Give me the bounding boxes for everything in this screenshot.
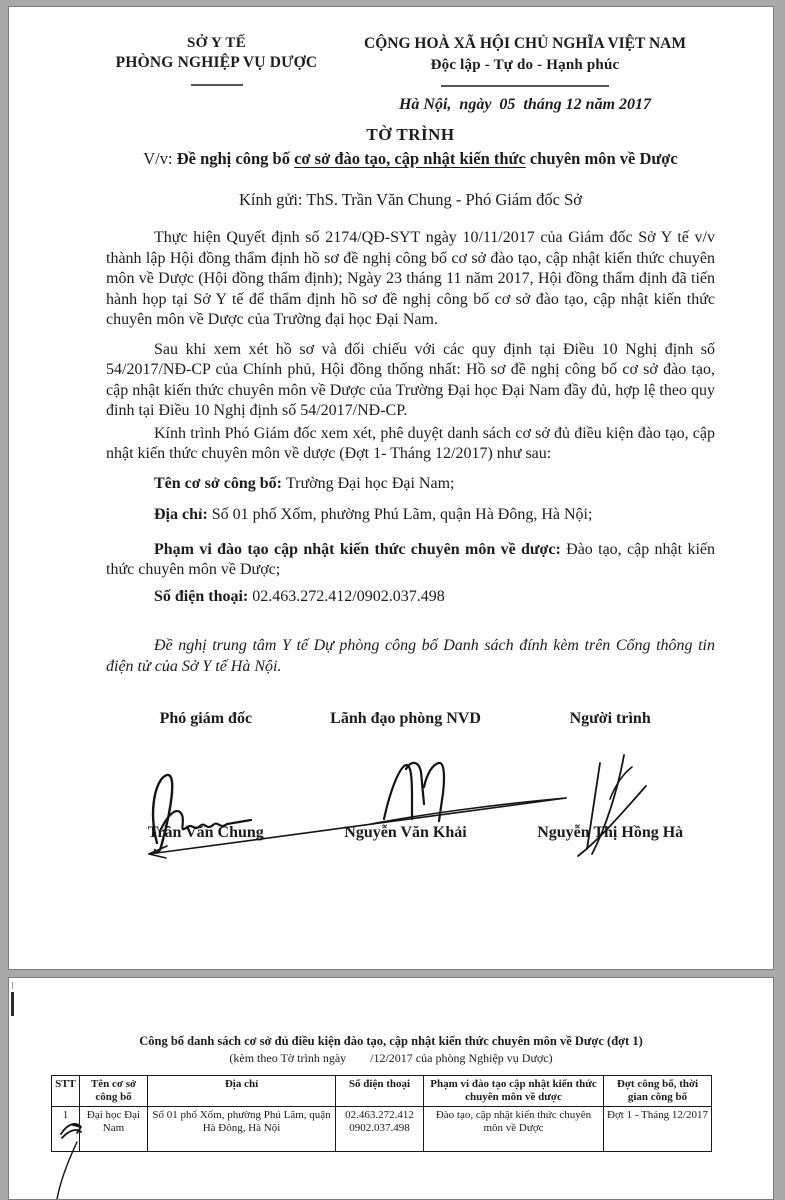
motto: Độc lập - Tự do - Hạnh phúc: [430, 57, 620, 73]
name-nguyen-thi-hong-ha: Nguyễn Thị Hồng Hà: [537, 823, 684, 841]
signature-roles-row: [106, 709, 715, 730]
country-name: CỘNG HOÀ XÃ HỘI CHỦ NGHĨA VIỆT NAM: [364, 35, 686, 52]
detail-phone-value: 02.463.272.412/0902.037.498: [252, 587, 445, 605]
col-header-phone: Số điện thoại: [336, 1076, 424, 1107]
paragraph-2: Sau khi xem xét hồ sơ và đối chiếu với các quy định tại Điều 10 Nghị định số 54/2017/NĐ-CP của Chính phủ, Hội đồng thống nhất: Hồ sơ đề nghị công bố cơ sở đào tạo, cập nhật kiến thức chuyên môn về Dược của Trường Đại học Đại Nam đầy đủ, hợp lệ theo quy đinh tại Điều 10 Nghị định số 54/2017/NĐ-CP.: [106, 340, 715, 419]
subject-part3: chuyên môn về Dược: [525, 149, 678, 168]
signature-names-row: [106, 823, 715, 844]
table-row: [52, 1107, 712, 1152]
note-paragraph: Đề nghị trung tâm Y tế Dự phòng công bố Danh sách đính kèm trên Cổng thông tin điện tử của Sở Y tế Hà Nội.: [106, 637, 715, 675]
name-nguyen-van-khai: Nguyễn Văn Khải: [344, 823, 467, 841]
table-header-row: [52, 1076, 712, 1107]
place-date-line: Hà Nội, ngày 05 tháng 12 năm 2017: [398, 96, 652, 113]
detail-facility-name-label: Tên cơ sở công bố:: [154, 474, 286, 492]
document-subject: [106, 147, 715, 171]
role-presenter: Người trình: [569, 710, 651, 727]
detail-address: [106, 505, 715, 526]
detail-address-value: Số 01 phố Xốm, phường Phú Lãm, quận Hà Đông, Hà Nội;: [211, 506, 593, 523]
paragraph-1: Thực hiện Quyết định số 2174/QĐ-SYT ngày 10/11/2017 của Giám đốc Sở Y tế v/v thành lập Hội đồng thẩm định hồ sơ đề nghị công bố cơ sở đào tạo, cập nhật kiến thức chuyên môn về Dược (Hội đồng thẩm định); Ngày 23 tháng 11 năm 2017, Hội đồng thẩm định đã tiến hành họp tại Sở Y tế để thẩm định hồ sơ đề nghị công bố cơ sở đào tạo, cập nhật kiến thức chuyên môn về Dược của Trường đại học Đại Nam.: [106, 229, 715, 328]
office-underline: [191, 84, 243, 86]
cell-phone: 02.463.272.412 0902.037.498: [336, 1107, 424, 1152]
cell-address: Số 01 phố Xốm, phường Phú Lãm, quận Hà Đông, Hà Nội: [148, 1107, 336, 1152]
subject-prefix: V/v:: [143, 149, 177, 168]
document-title: TỜ TRÌNH: [366, 125, 455, 144]
office-parent: SỞ Y TẾ: [186, 35, 247, 51]
paragraph-3: Kính trình Phó Giám đốc xem xét, phê duyệt danh sách cơ sở đủ điều kiện đào tạo, cập nhật kiến thức chuyên môn về dược (Đợt 1- Tháng 12/2017) như sau:: [106, 424, 715, 462]
detail-facility-name-value: Trường Đại học Đại Nam;: [285, 474, 455, 492]
office-department: PHÒNG NGHIỆP VỤ DƯỢC: [115, 54, 318, 71]
detail-training-scope: [106, 540, 715, 581]
facility-announcement-table: [51, 1075, 712, 1152]
salutation-line: Kính gửi: ThS. Trần Văn Chung - Phó Giám đốc Sở: [239, 190, 582, 209]
attachment-title: Công bố danh sách cơ sở đủ điều kiện đào tạo, cập nhật kiến thức chuyên môn về Dược (đợt 1): [139, 1034, 643, 1048]
role-deputy-director: Phó giám đốc: [159, 710, 253, 727]
scan-artifact-mark: [11, 992, 14, 1016]
cell-stt: 1: [52, 1107, 80, 1152]
issuing-office-block: [29, 35, 404, 86]
col-header-address: Địa chỉ: [148, 1076, 336, 1107]
col-header-scope: Phạm vi đào tạo cập nhật kiến thức chuyên môn về dược: [424, 1076, 604, 1107]
subject-underlined: cơ sở đào tạo, cập nhật kiến thức: [294, 149, 526, 168]
col-header-facility: Tên cơ sở công bố: [80, 1076, 148, 1107]
document-body: [106, 124, 715, 843]
detail-facility-name: [106, 474, 715, 495]
col-header-round: Đợt công bố, thời gian công bố: [604, 1076, 712, 1107]
role-nvd-leader: Lãnh đạo phòng NVD: [330, 710, 481, 727]
subject-part1: Đề nghị công bố: [176, 149, 295, 168]
col-header-stt: STT: [52, 1076, 80, 1107]
motto-underline: [441, 85, 609, 87]
detail-training-scope-label: Phạm vi đào tạo cập nhật kiến thức chuyên môn về dược:: [154, 540, 567, 558]
cell-scope: Đào tạo, cập nhật kiến thức chuyên môn về Dược: [424, 1107, 604, 1152]
detail-phone-label: Số điện thoại:: [154, 587, 253, 605]
scan-artifact-tick: [12, 982, 13, 989]
attachment-subtitle: (kèm theo Tờ trình ngày /12/2017 của phòng Nghiệp vụ Dược): [229, 1051, 553, 1065]
detail-training-scope-value: Đào tạo, cập nhật kiến thức chuyên môn về Dược;: [106, 540, 715, 578]
detail-address-label: Địa chỉ:: [154, 506, 212, 523]
name-tran-van-chung: Trần Văn Chung: [147, 823, 264, 841]
detail-phone: [106, 587, 715, 608]
national-motto-block: [349, 35, 701, 114]
document-page-2: [8, 977, 774, 1200]
cell-facility: Đại học Đại Nam: [80, 1107, 148, 1152]
cell-round: Đợt 1 - Tháng 12/2017: [604, 1107, 712, 1152]
document-page-1: [8, 6, 774, 970]
